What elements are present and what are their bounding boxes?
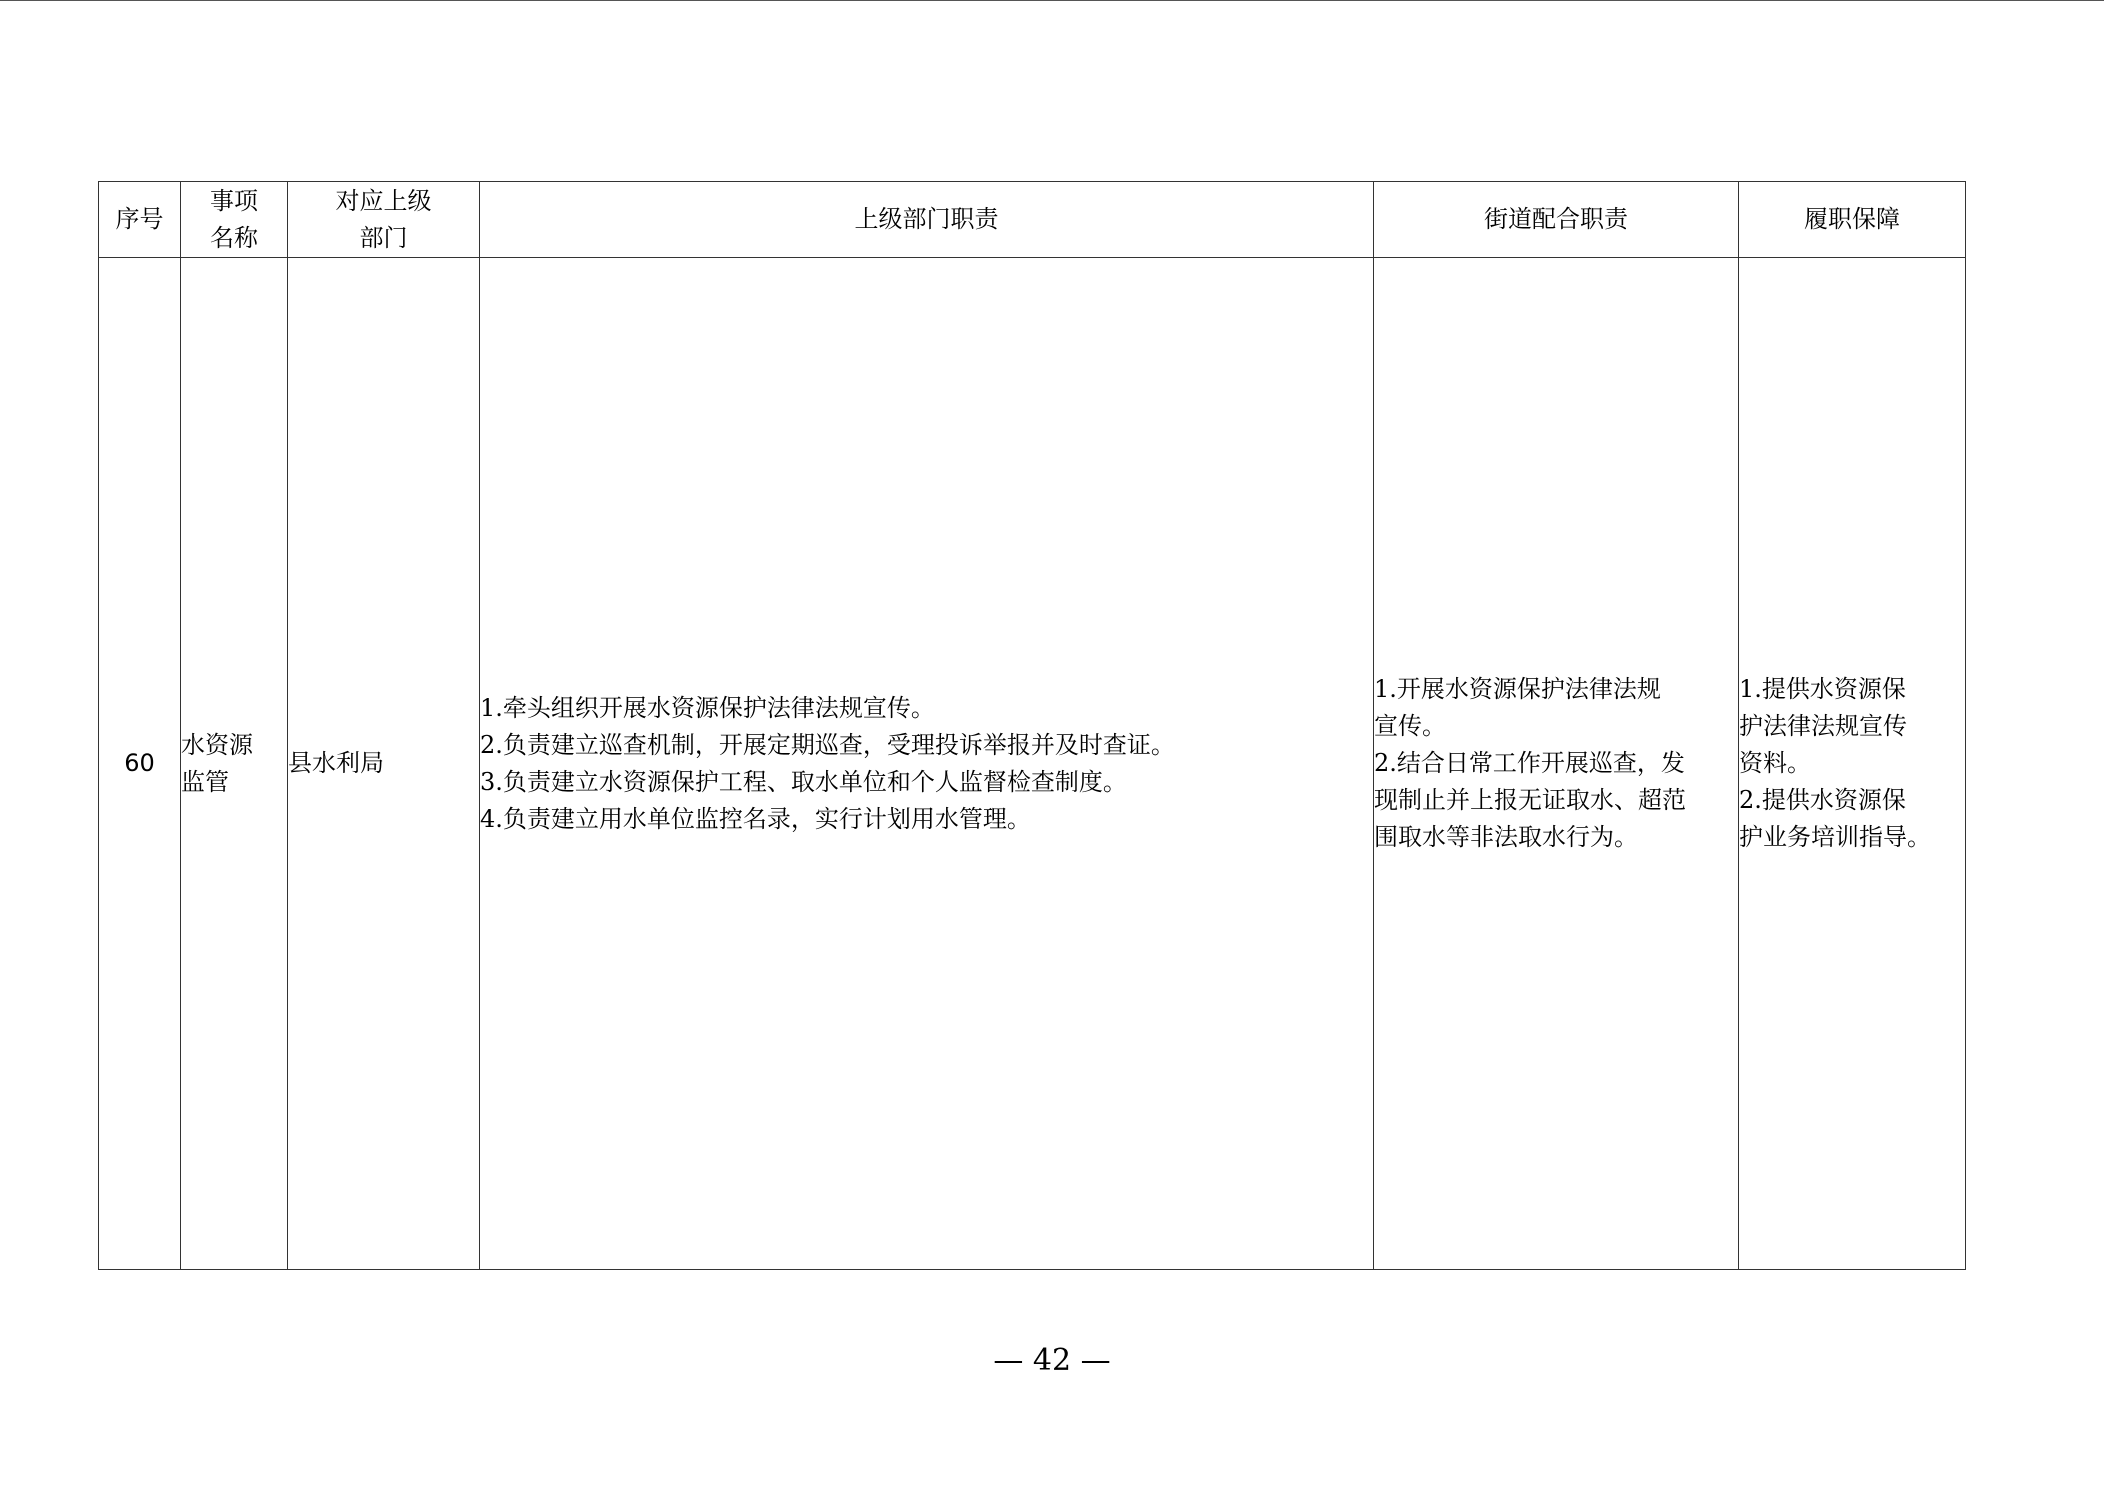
- street-duty-2: 2.结合日常工作开展巡查，发 现制止并上报无证取水、超范 围取水等非法取水行为。: [1374, 749, 1686, 851]
- duty-table: [98, 181, 1966, 1270]
- guarantee-1: 1.提供水资源保 护法律法规宣传 资料。: [1739, 675, 1907, 777]
- cell-upper-duties: [480, 258, 1374, 1270]
- header-item-name: 事项 名称: [181, 182, 288, 258]
- cell-no: 60: [99, 258, 181, 1270]
- street-duty-1: 1.开展水资源保护法律法规 宣传。: [1374, 675, 1661, 740]
- header-no: 序号: [99, 182, 181, 258]
- page-number: — 42 —: [993, 1343, 1111, 1378]
- cell-street-duties: [1374, 258, 1739, 1270]
- upper-duty-2: 2.负责建立巡查机制，开展定期巡查，受理投诉举报并及时查证。: [480, 730, 1175, 759]
- page-top-border: [0, 0, 2104, 1]
- cell-guarantee: [1739, 258, 1966, 1270]
- table-header-row: [99, 182, 1966, 258]
- header-upper-duties: 上级部门职责: [480, 182, 1374, 258]
- cell-item-name: 水资源 监管: [181, 258, 288, 1270]
- header-upper-dept: 对应上级 部门: [288, 182, 480, 258]
- upper-duty-3: 3.负责建立水资源保护工程、取水单位和个人监督检查制度。: [480, 767, 1127, 796]
- upper-duty-4: 4.负责建立用水单位监控名录，实行计划用水管理。: [480, 804, 1031, 833]
- table-row: [99, 258, 1966, 1270]
- header-street-duties: 街道配合职责: [1374, 182, 1739, 258]
- cell-upper-dept: 县水利局: [288, 258, 480, 1270]
- header-guarantee: 履职保障: [1739, 182, 1966, 258]
- upper-duty-1: 1.牵头组织开展水资源保护法律法规宣传。: [480, 693, 935, 722]
- guarantee-2: 2.提供水资源保 护业务培训指导。: [1739, 786, 1931, 851]
